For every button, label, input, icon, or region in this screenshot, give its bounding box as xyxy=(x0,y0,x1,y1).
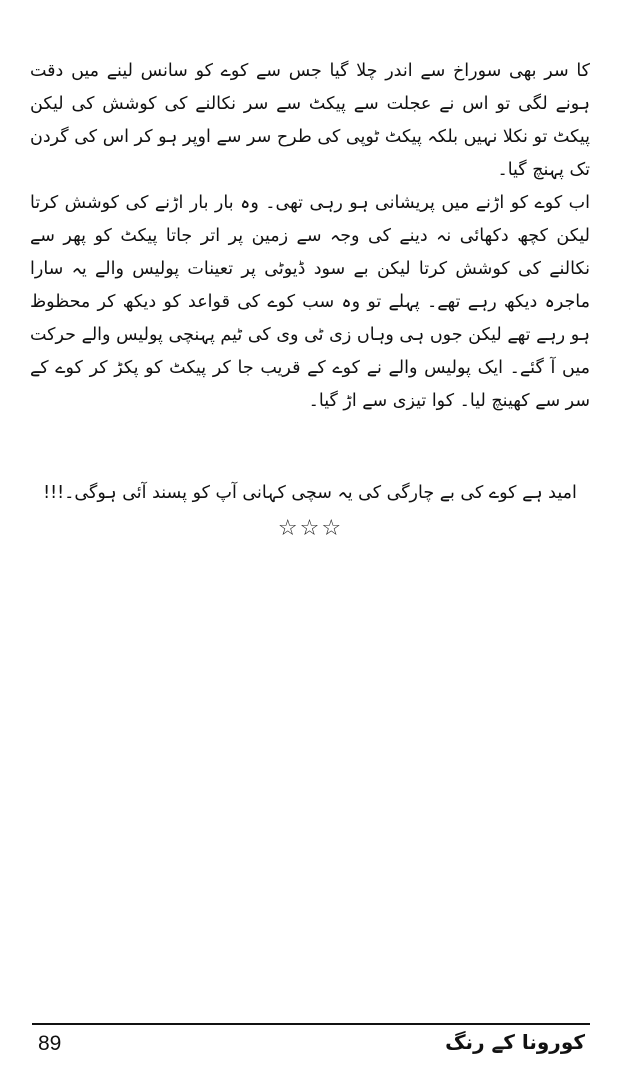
closing-line: امید ہے کوے کی بے چارگی کی یہ سچی کہانی آپ کو پسند آئی ہوگی۔!!! xyxy=(43,483,577,503)
footer-divider xyxy=(32,1023,590,1025)
story-body xyxy=(30,55,590,418)
page-number: 89 xyxy=(38,1032,62,1055)
paragraph-1: کا سر بھی سوراخ سے اندر چلا گیا جس سے کوے کو سانس لینے میں دقت ہونے لگی تو اس نے عجلت سے پیکٹ سے سر نکالنے کی کوشش کی لیکن پیکٹ تو نکلا نہیں بلکہ پیکٹ ٹوپی کی طرح سر سے اوپر ہو کر اس کی گردن تک پہنچ گیا۔ xyxy=(30,61,590,180)
paragraph-2: اب کوے کو اڑنے میں پریشانی ہو رہی تھی۔ وہ بار بار اڑنے کی کوشش کرتا لیکن کچھ دکھائی نہ دینے کی وجہ سے زمین پر اتر جاتا پیکٹ کو پھر سے نکالنے کی کوشش کرتا لیکن بے سود ڈیوٹی پر تعینات پولیس والے یہ سارا ماجرہ دیکھ رہے تھے۔ پہلے تو وہ سب کوے کی قواعد کو دیکھ کر محظوظ ہو رہے تھے لیکن جوں ہی وہاں زی ٹی وی کی ٹیم پہنچی پولیس والے حرکت میں آ گئے۔ ایک پولیس والے نے کوے کے قریب جا کر پیکٹ کو پکڑ کر کوے کے سر سے کھینچ لیا۔ کوا تیزی سے اڑ گیا۔ xyxy=(30,193,590,411)
section-separator-stars: ☆☆☆ xyxy=(277,516,344,541)
running-footer-title: کورونا کے رنگ xyxy=(445,1030,585,1054)
